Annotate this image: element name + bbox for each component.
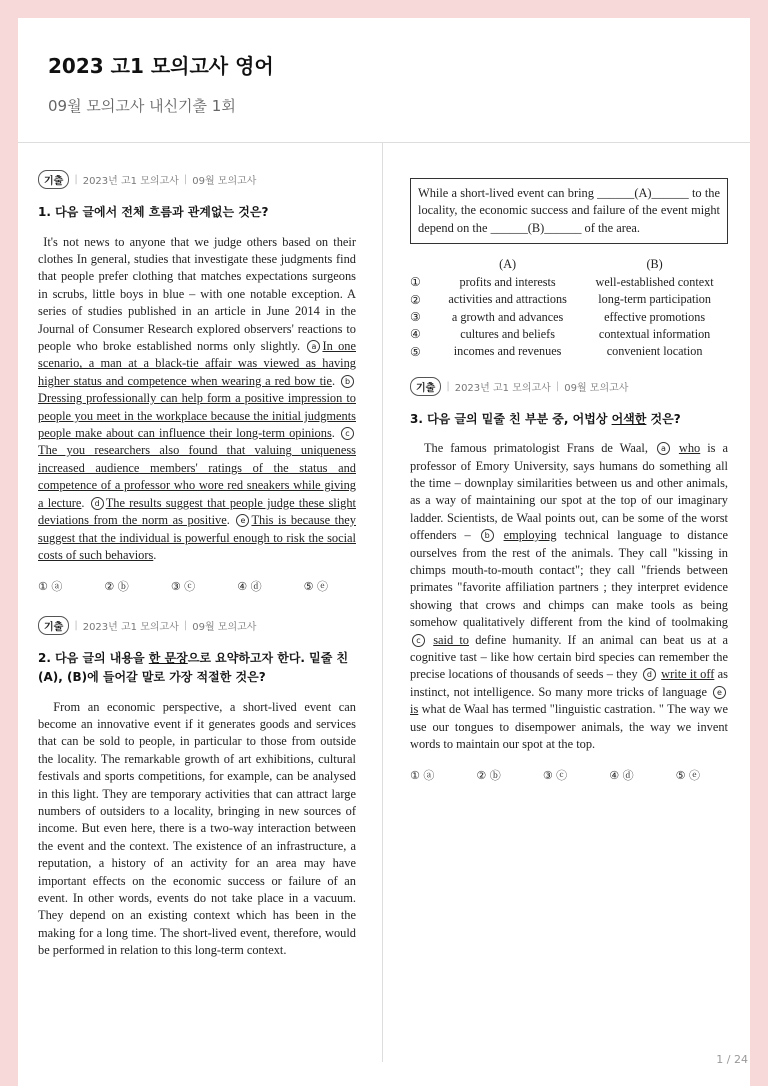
page-number: 1 / 24 (716, 1053, 748, 1066)
exam-month: 09월 모의고사 (192, 176, 257, 187)
choice-row[interactable]: ① profits and interests well-established context (410, 274, 714, 290)
marker-e: e (713, 686, 726, 699)
q3-underline-d: write it off (661, 667, 715, 682)
q1-sentence-e: This is because they suggest that the individual is powerful enough to risk the social costs of such behaviors (38, 513, 356, 562)
exam-tag: 기출 (410, 377, 441, 396)
choice-row[interactable]: ④ cultures and beliefs contextual information (410, 326, 711, 342)
q2-title-underline: 한 문장 (148, 651, 188, 666)
marker-d: d (91, 497, 104, 510)
exam-tag: 기출 (38, 616, 69, 635)
marker-a: a (657, 442, 670, 455)
question-1-passage: It's not news to anyone that we judge others based on their clothes In general, studies that investigate these judgments find that people prefer clothing that matches expectations surgeons in scrubs, little boys in blue – with one notable exception. A series of studies published in an article in June 2014 in the Journal of Consumer Research explored observers' reactions to people who broke established norms only slightly. a In one scenario, a man at a black-tie affair was viewed as having higher status and competence when wearing a red bow tie. bDressing professionally can help form a positive impression to people you meet in the workplace because the initial judgments people make about can influence their long-term opinions. cThe you researchers also found that valuing uniqueness increased audience members' ratings of the status and competence of a professor who wore red sneakers while giving a lecture. d The results suggest that people judge these slight deviations from the norm as positive. e This is because they suggest that the individual is powerful enough to risk the social costs of such behaviors. (38, 234, 356, 562)
header (48, 50, 274, 116)
q1-sentence-a: In one scenario, a man at a black-tie affair was viewed as having higher status and competence when wearing a red bow tie (38, 339, 356, 388)
marker-d: d (643, 668, 656, 681)
page-card (18, 18, 750, 1086)
marker-c: c (412, 634, 425, 647)
q3-underline-c: said to (433, 632, 469, 647)
question-1-options (38, 578, 328, 594)
option-3[interactable]: ③ ⓒ (170, 580, 196, 594)
marker-c: c (341, 427, 354, 440)
q3-underline-a: who (678, 441, 701, 456)
q3-underline-e: is (410, 702, 419, 717)
question-2-passage: From an economic perspective, a short-lived event can become an innovative event if it generates goods and services that can be sold to people, in particular to those from outside the locality. The remarkable growth of art exhibitions, cultural festivals and sports competitions, for example, can be analysed in this light. They are temporary activities that can attract large numbers of outsiders to a locality, bringing in new sources of income. But even here, there is a two-way interaction between the event and the context. The existence of an infrastructure, a reputation, a history of an activity for an area may have important effects on the economic success or failure of an event. In other words, events do not take place in a vacuum. They depend on an existing context which has been in the making for a long time. The short-lived event, therefore, would be performed in relation to this long-term context. (38, 699, 356, 958)
option-5[interactable]: ⑤ ⓔ (675, 769, 700, 783)
option-1[interactable]: ① ⓐ (38, 580, 63, 594)
page-title: 2023 고1 모의고사 영어 (48, 54, 274, 78)
choice-row[interactable]: ② activities and attractions long-term participation (410, 292, 711, 307)
q1-sentence-c: The you researchers also found that valuing uniqueness increased audience members' ratings of the status and competence of a professor who wore red sneakers while giving a lecture (38, 443, 356, 510)
page-subtitle: 09월 모의고사 내신기출 1회 (48, 97, 236, 115)
exam-month: 09월 모의고사 (192, 622, 257, 634)
choices-header (410, 256, 728, 273)
option-3[interactable]: ③ ⓒ (542, 769, 568, 783)
exam-year: 2023년 고1 모의고사 (82, 622, 179, 634)
column-a-header: (A) (499, 257, 517, 272)
option-2[interactable]: ② ⓑ (104, 580, 129, 594)
question-2-choices (410, 256, 728, 360)
choice-row[interactable]: ⑤ incomes and revenues convenient location (410, 344, 703, 359)
exam-year: 2023년 고1 모의고사 (454, 382, 551, 394)
question-3-passage: The famous primatologist Frans de Waal, a who is a professor of Emory University, says humans do something all the time – downplay similarities between us and other animals, as a way of maintaining our spot at the top of our imaginary ladder. Scientists, de Waal points out, can be some of the worst offenders – b employing technical language to distance ourselves from the rest of the animals. They call "kissing in chimps mouth-to-mouth contact"; they call "friends between primates "favorite affiliation partners ; they interpret evidence showing that crows and chimps can make tools as being somehow qualitatively different from the kind of toolmaking c said to define humanity. If an animal can beat us at a cognitive tast – like how certain bird species can remember the precise locations of thousands of seeds – they d write it off as instinct, not intelligence. So many more tricks of language e is what de Waal has termed "linguistic castration. " The way we use our tongues to disempower animals, the way we invent words to maintain our spot at the top. (410, 441, 728, 752)
column-divider (382, 142, 383, 1062)
column-b-header: (B) (646, 257, 663, 272)
marker-a: a (307, 340, 320, 353)
question-2-summary-box: While a short-lived event can bring ______(A)______ to the locality, the economic success and failure of the event might depend on the ______(B)______ of the area. (410, 178, 728, 244)
option-4[interactable]: ④ ⓓ (609, 769, 634, 783)
option-5[interactable]: ⑤ ⓔ (303, 580, 328, 594)
marker-b: b (341, 375, 354, 388)
q3-title-underline: 어색한 (611, 411, 647, 426)
right-column (410, 178, 728, 805)
q1-sentence-b: Dressing professionally can help form a positive impression to people you meet in the workplace because the initial judgments people make about can influence their long-term opinions (38, 391, 356, 441)
left-column (38, 170, 356, 960)
marker-e: e (236, 514, 249, 527)
exam-year: 2023년 고1 모의고사 (82, 176, 179, 187)
exam-month: 09월 모의고사 (564, 382, 629, 394)
option-1[interactable]: ① ⓐ (410, 769, 435, 783)
marker-b: b (481, 529, 494, 542)
choice-row[interactable]: ③ a growth and advances effective promotions (410, 309, 706, 325)
option-2[interactable]: ② ⓑ (476, 769, 501, 783)
q1-intro: It's not news to anyone that we judge others based on their clothes In general, studies that investigate these judgments find that people prefer clothing that matches expectations surgeons in scrubs, little boys in blue – with one notable exception. A series of studies published in an article in June 2014 in the Journal of Consumer Research explored observers' reactions to people who broke established norms only slightly. (38, 234, 356, 354)
question-3-tagline: 기출 | 2023년 고1 모의고사 | 09월 모의고사 (410, 377, 728, 396)
option-4[interactable]: ④ ⓓ (237, 580, 262, 594)
question-1-tagline: 기출 | 2023년 고1 모의고사 | 09월 모의고사 (38, 170, 356, 189)
q3-underline-b: employing (503, 528, 557, 543)
question-2-title: 2. 다음 글의 내용을 한 문장으로 요약하고자 한다. 밑줄 친 (A), (B)에 들어갈 말로 가장 적절한 것은? (38, 651, 349, 684)
question-2-tagline: 기출 | 2023년 고1 모의고사 | 09월 모의고사 (38, 616, 356, 635)
question-3-title: 3. 다음 글의 밑줄 친 부분 중, 어법상 어색한 것은? (410, 411, 681, 426)
q1-sentence-d: The results suggest that people judge these slight deviations from the norm as positive (38, 495, 356, 528)
question-1-title: 1. 다음 글에서 전체 흐름과 관계없는 것은? (38, 205, 269, 219)
question-3-options (410, 767, 700, 783)
exam-tag: 기출 (38, 170, 69, 189)
header-divider (18, 142, 750, 143)
